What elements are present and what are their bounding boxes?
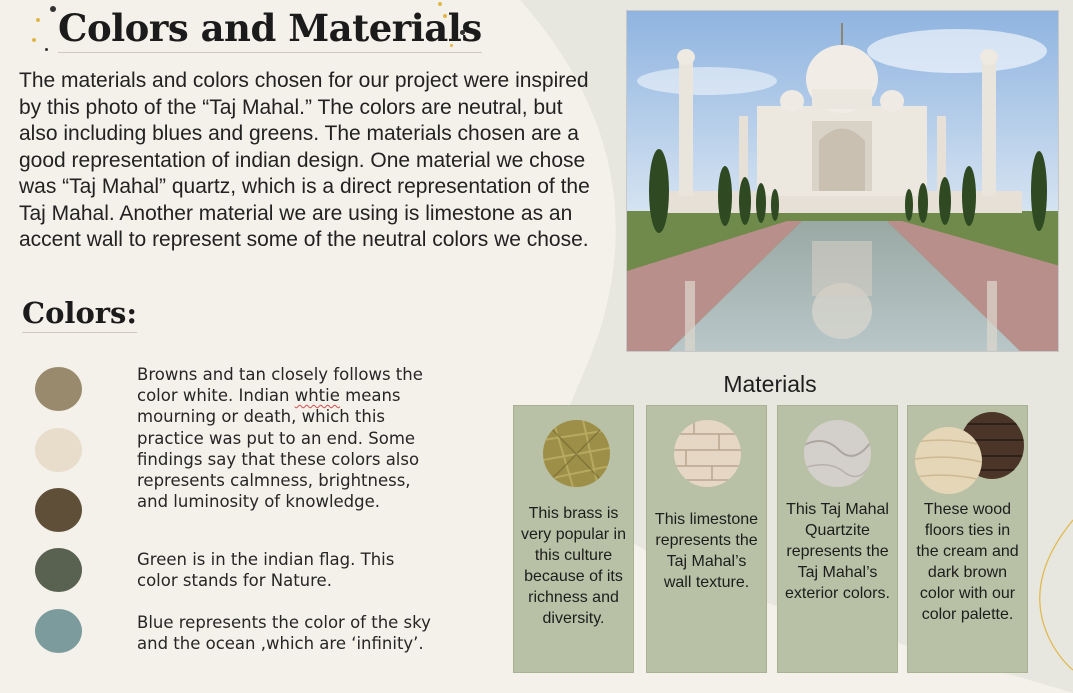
browns-text: Browns and tan closely follows the color white. Indian xyxy=(137,365,423,406)
swatch-blue xyxy=(35,609,82,653)
green-description: Green is in the indian flag. This color stands for Nature. xyxy=(137,550,395,591)
taj-mahal-photo xyxy=(626,10,1059,352)
material-card-brass xyxy=(513,405,634,673)
brass-description: This brass is very popular in this culture because of its richness and diversity. xyxy=(521,505,626,627)
swatch-cream xyxy=(35,428,82,472)
intro-paragraph: The materials and colors chosen for our project were inspired by this photo of the “Taj Mahal.” The colors are neutral, but also including blues and greens. The materials chosen are a good representation of indian design. One material we chose was “Taj Mahal” quartz, which is a direct representation of the Taj Mahal. Another material we are using is limestone as an accent wall to represent some of the neutral colors we chose. xyxy=(19,69,590,251)
limestone-description: This limestone represents the Taj Mahal’s wall texture. xyxy=(654,511,759,591)
browns-text-continued: means mourning or death, which this practice was put to an end. Some findings say that these colors also represents calmness, brightness, and luminosity of knowledge. xyxy=(137,386,420,512)
material-card-wood xyxy=(907,405,1028,673)
quartzite-description: This Taj Mahal Quartzite represents the Taj Mahal’s exterior colors. xyxy=(785,501,890,602)
misspelled-word: whtie xyxy=(294,386,340,406)
colors-heading: Colors: xyxy=(22,296,137,333)
limestone-sample-image xyxy=(674,420,741,487)
cream-wood-sample-image xyxy=(915,427,982,494)
brass-sample-image xyxy=(543,420,610,487)
page-title: Colors and Materials xyxy=(58,6,482,53)
material-card-quartzite xyxy=(777,405,898,673)
materials-heading: Materials xyxy=(723,371,817,397)
blue-description: Blue represents the color of the sky and the ocean ,which are ‘infinity’. xyxy=(137,613,431,654)
browns-description xyxy=(137,364,437,512)
swatch-dark-brown xyxy=(35,488,82,532)
wood-description: These wood floors ties in the cream and dark brown color with our color palette. xyxy=(916,501,1019,623)
swatch-green xyxy=(35,548,82,592)
material-card-limestone xyxy=(646,405,767,673)
swatch-brown-tan xyxy=(35,367,82,411)
quartzite-sample-image xyxy=(804,420,871,487)
